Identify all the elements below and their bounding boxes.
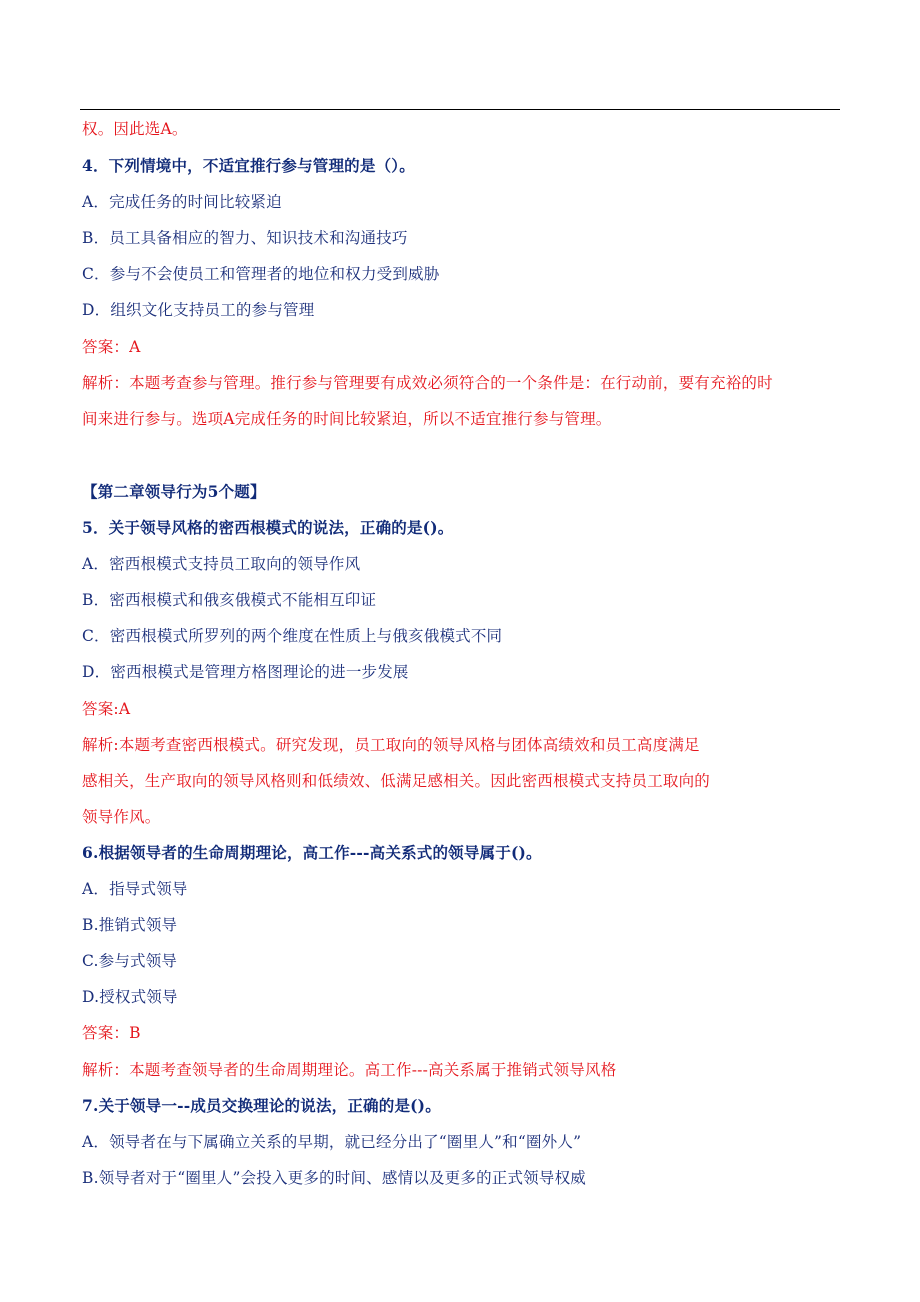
- q7-option-a: A．领导者在与下属确立关系的早期，就已经分出了“圈里人”和“圈外人”: [82, 1133, 582, 1151]
- q4-option-b: B．员工具备相应的智力、知识技术和沟通技巧: [82, 229, 408, 247]
- header-rule: [80, 109, 840, 110]
- q5-explanation-line-1: 解析:本题考查密西根模式。研究发现，员工取向的领导风格与团体高绩效和员工高度满足: [82, 736, 700, 754]
- q4-option-d: D．组织文化支持员工的参与管理: [82, 301, 315, 319]
- question-6: 6.根据领导者的生命周期理论，高工作---高关系式的领导属于()。: [82, 843, 542, 862]
- q5-answer: 答案:A: [82, 700, 131, 718]
- q5-option-d: D．密西根模式是管理方格图理论的进一步发展: [82, 663, 409, 681]
- q5-explanation-line-3: 领导作风。: [82, 808, 161, 826]
- question-5: 5．关于领导风格的密西根模式的说法，正确的是()。: [82, 518, 454, 537]
- question-4: 4．下列情境中，不适宜推行参与管理的是（）。: [82, 156, 415, 175]
- q5-option-c: C．密西根模式所罗列的两个维度在性质上与俄亥俄模式不同: [82, 627, 503, 645]
- question-7: 7.关于领导一--成员交换理论的说法，正确的是()。: [82, 1096, 441, 1115]
- q6-explanation: 解析：本题考查领导者的生命周期理论。高工作---高关系属于推销式领导风格: [82, 1061, 617, 1079]
- q4-explanation-line-1: 解析：本题考查参与管理。推行参与管理要有成效必须符合的一个条件是：在行动前，要有充裕的时: [82, 374, 773, 392]
- q5-option-b: B．密西根模式和俄亥俄模式不能相互印证: [82, 591, 377, 609]
- q5-option-a: A．密西根模式支持员工取向的领导作风: [82, 555, 361, 573]
- q4-explanation-line-2: 间来进行参与。选项A完成任务的时间比较紧迫，所以不适宜推行参与管理。: [82, 410, 612, 428]
- q6-option-a: A．指导式领导: [82, 880, 188, 898]
- q4-option-c: C．参与不会使员工和管理者的地位和权力受到威胁: [82, 265, 440, 283]
- answer-continuation: 权。因此选A。: [82, 120, 188, 138]
- q6-option-c: C.参与式领导: [82, 952, 178, 970]
- q6-option-b: B.推销式领导: [82, 916, 178, 934]
- q6-option-d: D.授权式领导: [82, 988, 178, 1006]
- q4-answer: 答案：A: [82, 338, 141, 356]
- q7-option-b: B.领导者对于“圈里人”会投入更多的时间、感情以及更多的正式领导权威: [82, 1169, 586, 1187]
- section-heading: 【第二章领导行为5个题】: [82, 482, 266, 501]
- q4-option-a: A．完成任务的时间比较紧迫: [82, 193, 282, 211]
- q5-explanation-line-2: 感相关，生产取向的领导风格则和低绩效、低满足感相关。因此密西根模式支持员工取向的: [82, 772, 711, 790]
- q6-answer: 答案：B: [82, 1024, 141, 1042]
